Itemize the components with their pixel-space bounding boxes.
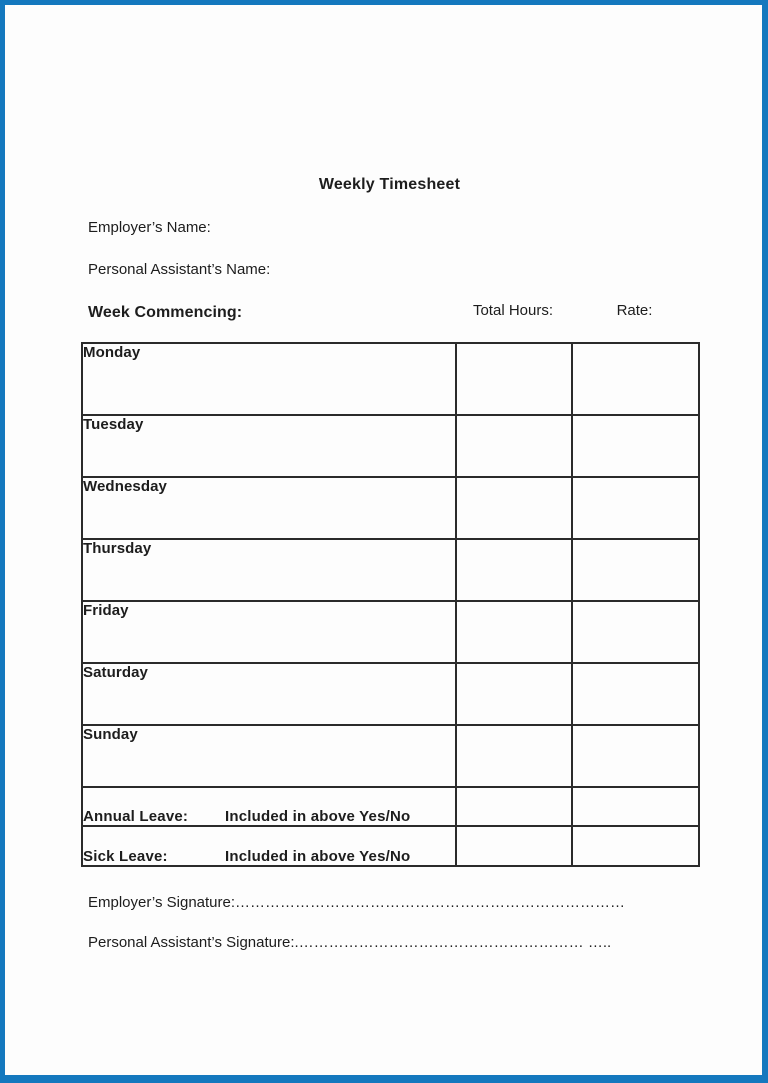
annual-leave-label: Annual Leave: — [83, 808, 189, 825]
employer-signature-dots: …………………………………………………………………… — [235, 894, 626, 911]
total-hours-cell — [456, 787, 572, 826]
rate-cell — [572, 826, 699, 866]
employer-name-label: Employer’s Name: — [88, 219, 211, 236]
annual-leave-note: Included in above Yes/No — [225, 808, 411, 825]
total-hours-column-header: Total Hours: — [472, 302, 554, 319]
table-row-sunday — [82, 725, 699, 787]
total-hours-cell — [456, 539, 572, 601]
employer-signature-label: Employer’s Signature: — [88, 894, 236, 911]
total-hours-cell — [456, 601, 572, 663]
page-title: Weekly Timesheet — [318, 176, 461, 193]
assistant-signature-dots: .………………………………………………… ….. — [294, 934, 612, 951]
rate-cell — [572, 787, 699, 826]
sick-leave-cell — [82, 826, 456, 866]
assistant-signature-label: Personal Assistant’s Signature: — [88, 934, 295, 951]
day-label: Friday — [82, 601, 456, 663]
employer-signature-line — [88, 894, 625, 912]
rate-cell — [572, 415, 699, 477]
table-row-friday — [82, 601, 699, 663]
total-hours-cell — [456, 415, 572, 477]
table-row-saturday — [82, 663, 699, 725]
day-label: Saturday — [82, 663, 456, 725]
day-label: Tuesday — [82, 415, 456, 477]
sick-leave-label: Sick Leave: — [83, 848, 168, 865]
timesheet-table — [81, 342, 700, 867]
rate-cell — [572, 539, 699, 601]
rate-cell — [572, 477, 699, 539]
table-row-wednesday — [82, 477, 699, 539]
rate-cell — [572, 663, 699, 725]
table-row-sick-leave — [82, 826, 699, 866]
week-commencing-label: Week Commencing: — [88, 304, 243, 321]
total-hours-cell — [456, 343, 572, 415]
day-label: Wednesday — [82, 477, 456, 539]
table-row-tuesday — [82, 415, 699, 477]
total-hours-cell — [456, 826, 572, 866]
total-hours-cell — [456, 725, 572, 787]
sick-leave-note: Included in above Yes/No — [225, 848, 411, 865]
day-label: Monday — [82, 343, 456, 415]
rate-cell — [572, 601, 699, 663]
rate-column-header: Rate: — [616, 302, 653, 319]
day-label: Thursday — [82, 539, 456, 601]
total-hours-cell — [456, 477, 572, 539]
assistant-signature-line — [88, 934, 611, 952]
table-row-annual-leave — [82, 787, 699, 826]
rate-cell — [572, 725, 699, 787]
assistant-name-label: Personal Assistant’s Name: — [88, 261, 271, 278]
rate-cell — [572, 343, 699, 415]
annual-leave-cell — [82, 787, 456, 826]
table-row-thursday — [82, 539, 699, 601]
total-hours-cell — [456, 663, 572, 725]
day-label: Sunday — [82, 725, 456, 787]
table-row-monday — [82, 343, 699, 415]
